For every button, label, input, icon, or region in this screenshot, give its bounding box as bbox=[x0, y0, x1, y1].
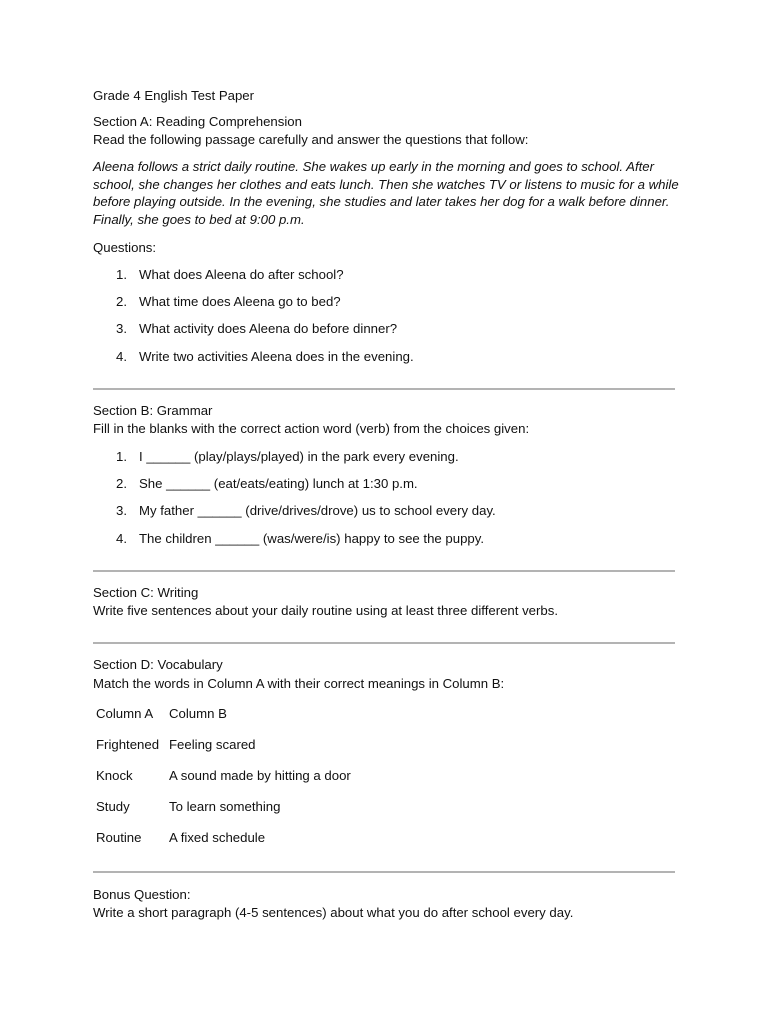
section-b-heading: Section B: Grammar bbox=[93, 403, 213, 418]
vocab-meaning: A sound made by hitting a door bbox=[169, 768, 351, 783]
vocab-meaning: Feeling scared bbox=[169, 737, 256, 752]
reading-passage bbox=[93, 158, 683, 228]
questions-label: Questions: bbox=[93, 240, 157, 255]
section-a-instruction: Read the following passage carefully and answer the questions that follow: bbox=[93, 132, 529, 147]
section-divider bbox=[93, 570, 675, 572]
grammar-item bbox=[116, 502, 496, 520]
section-b-instruction: Fill in the blanks with the correct action word (verb) from the choices given: bbox=[93, 421, 530, 436]
section-divider bbox=[93, 642, 675, 644]
section-d-heading: Section D: Vocabulary bbox=[93, 657, 223, 672]
column-a-header: Column A bbox=[96, 706, 154, 721]
column-b-header: Column B bbox=[169, 706, 227, 721]
vocab-word: Study bbox=[96, 799, 130, 814]
grammar-item bbox=[116, 448, 459, 466]
question-text: What activity does Aleena do before dinner? bbox=[139, 321, 398, 336]
question-item bbox=[116, 266, 344, 284]
item-number: 2. bbox=[116, 294, 127, 309]
question-item bbox=[116, 320, 397, 338]
grammar-text: I ______ (play/plays/played) in the park every evening. bbox=[139, 449, 459, 464]
item-number: 4. bbox=[116, 531, 127, 546]
vocab-word: Knock bbox=[96, 768, 133, 783]
grammar-text: My father ______ (drive/drives/drove) us to school every day. bbox=[139, 503, 496, 518]
section-d-instruction: Match the words in Column A with their correct meanings in Column B: bbox=[93, 676, 505, 691]
item-number: 3. bbox=[116, 321, 127, 336]
bonus-heading: Bonus Question: bbox=[93, 887, 191, 902]
grammar-item bbox=[116, 530, 484, 548]
question-text: Write two activities Aleena does in the evening. bbox=[139, 349, 414, 364]
section-divider bbox=[93, 871, 675, 873]
vocab-meaning: To learn something bbox=[169, 799, 281, 814]
item-number: 1. bbox=[116, 267, 127, 282]
bonus-instruction: Write a short paragraph (4-5 sentences) about what you do after school every day. bbox=[93, 905, 574, 920]
item-number: 3. bbox=[116, 503, 127, 518]
vocab-word: Frightened bbox=[96, 737, 160, 752]
item-number: 1. bbox=[116, 449, 127, 464]
section-a-heading: Section A: Reading Comprehension bbox=[93, 114, 302, 129]
vocab-word: Routine bbox=[96, 830, 142, 845]
page-title: Grade 4 English Test Paper bbox=[93, 88, 255, 103]
question-item bbox=[116, 348, 414, 366]
grammar-item bbox=[116, 475, 418, 493]
question-item bbox=[116, 293, 341, 311]
item-number: 4. bbox=[116, 349, 127, 364]
grammar-text: She ______ (eat/eats/eating) lunch at 1:30 p.m. bbox=[139, 476, 418, 491]
item-number: 2. bbox=[116, 476, 127, 491]
section-divider bbox=[93, 388, 675, 390]
question-text: What does Aleena do after school? bbox=[139, 267, 344, 282]
section-c-instruction: Write five sentences about your daily routine using at least three different verbs. bbox=[93, 603, 558, 618]
section-c-heading: Section C: Writing bbox=[93, 585, 199, 600]
grammar-text: The children ______ (was/were/is) happy to see the puppy. bbox=[139, 531, 485, 546]
passage-text: Aleena follows a strict daily routine. She wakes up early in the morning and goes to school. After school, she changes her clothes and eats lunch. Then she watches TV or listens to music for a while before playing outside. In the evening, she studies and later takes her dog for a walk before dinner. Finally, she goes to bed at 9:00 p.m. bbox=[93, 159, 679, 227]
question-text: What time does Aleena go to bed? bbox=[139, 294, 341, 309]
vocab-meaning: A fixed schedule bbox=[169, 830, 266, 845]
